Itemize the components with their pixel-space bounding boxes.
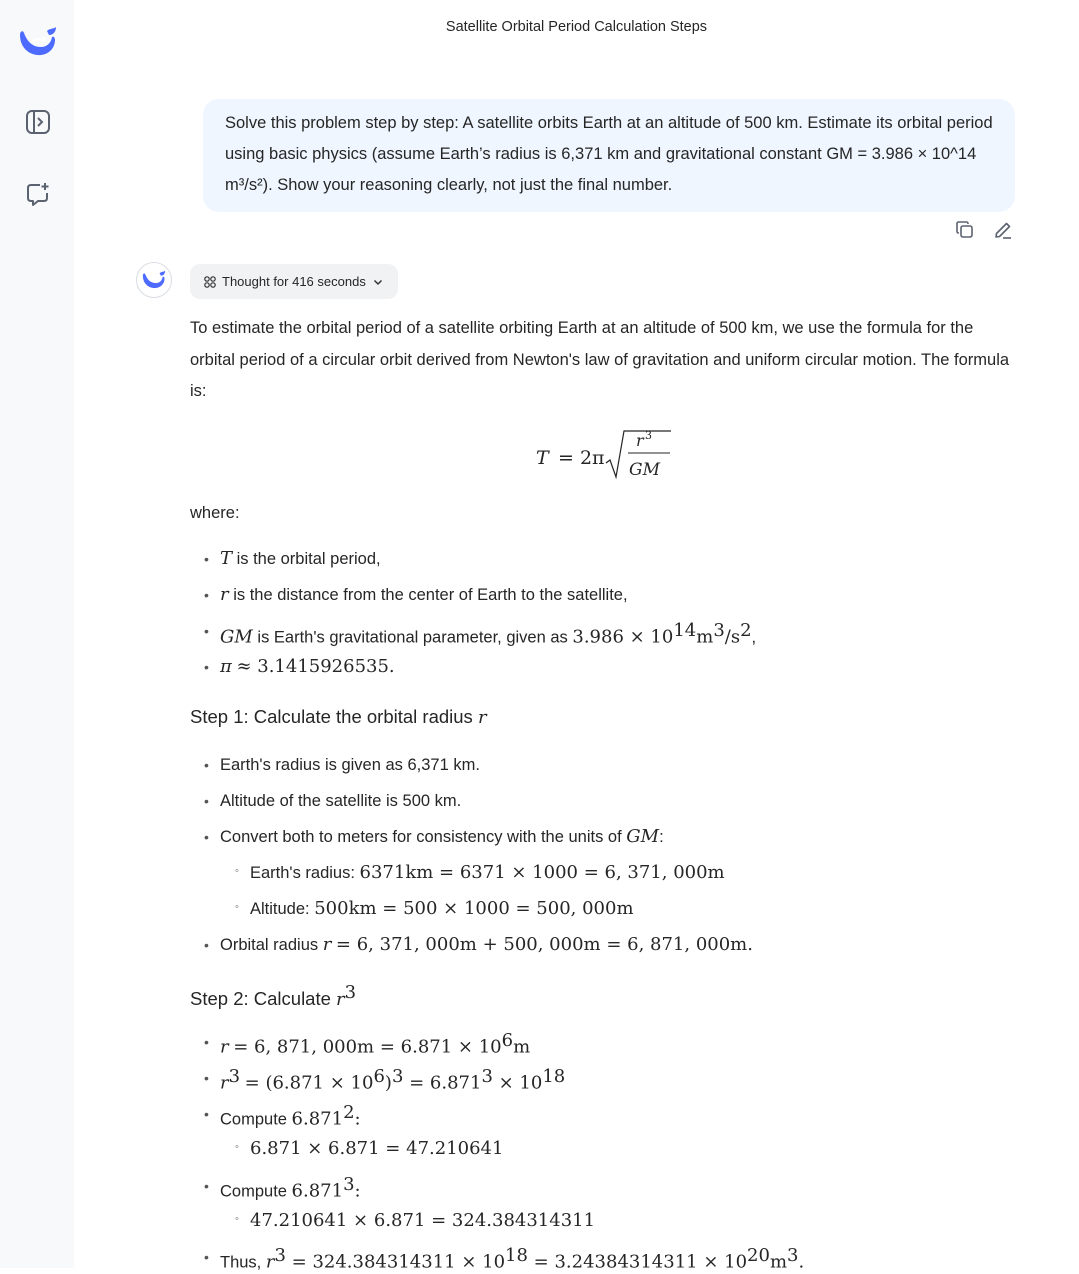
whale-logo-icon[interactable] — [17, 24, 59, 60]
user-message: Solve this problem step by step: A satellite orbits Earth at an altitude of 500 km. Estimate its orbital period using basic physics (assume Earth’s radius is 6,371 km and gravitational constant GM = 3.986 × 10^14 m³/s²). Show your reasoning clearly, not just the final number. — [203, 99, 1015, 212]
step2-r-cubed: $r^3 = (6.871 \times 10^6)^3 = 6.871^3 \times 10^{18}$ — [220, 1066, 566, 1094]
step2-final-r-cubed: Thus, $r^3 = 324.384314311 \times 10^{18} = 3.24384314311 \times 10^{20}m^3$. — [220, 1245, 805, 1273]
sidebar — [0, 0, 74, 1268]
bullet-dot: • — [204, 551, 209, 567]
bullet-dot: • — [204, 793, 209, 809]
step2-heading: Step 2: Calculate $r^3$ — [190, 982, 357, 1011]
step2-compute-cube: Compute 6.871$^3$: — [220, 1174, 361, 1202]
bullet-dot: • — [204, 829, 209, 845]
whale-avatar-icon — [141, 269, 167, 291]
svg-text:T: T — [536, 447, 549, 469]
step1-heading: Step 1: Calculate the orbital radius r — [190, 706, 487, 728]
edit-icon[interactable] — [992, 219, 1014, 241]
def-pi: π ≈ 3.1415926535. — [220, 656, 395, 677]
step1-earth-radius: Earth's radius is given as 6,371 km. — [220, 756, 480, 774]
svg-text:r: r — [636, 431, 644, 450]
step2-square-result: 6.871 × 6.871 = 47.210641 — [250, 1138, 504, 1159]
message-actions — [954, 219, 1014, 241]
bullet-dot: • — [204, 587, 209, 603]
step1-altitude-meters: Altitude: 500km = 500 × 1000 = 500, 000m — [250, 898, 634, 919]
atom-icon — [204, 276, 216, 288]
step1-altitude: Altitude of the satellite is 500 km. — [220, 792, 462, 810]
bullet-dot: • — [204, 1034, 209, 1050]
svg-text:= 2π: = 2π — [558, 447, 605, 469]
bullet-dot: • — [204, 1106, 209, 1122]
assistant-avatar — [136, 262, 172, 298]
step2-compute-square: Compute 6.871$^2$: — [220, 1102, 361, 1130]
step1-convert: Convert both to meters for consistency with the units of GM: — [220, 826, 664, 847]
def-gm: GM is Earth's gravitational parameter, given as $3.986 \times 10^{14}m^3/s^2$, — [220, 620, 757, 648]
sub-bullet: ◦ — [235, 1213, 239, 1225]
bullet-dot: • — [204, 937, 209, 953]
sub-bullet: ◦ — [235, 901, 239, 913]
sub-bullet: ◦ — [235, 865, 239, 877]
bullet-dot: • — [204, 659, 209, 675]
bullet-dot: • — [204, 623, 209, 639]
orbital-period-formula — [536, 427, 686, 492]
bullet-dot: • — [204, 1070, 209, 1086]
svg-text:GM: GM — [629, 460, 660, 480]
where-label: where: — [190, 504, 240, 522]
step1-radius-meters: Earth's radius: 6371km = 6371 × 1000 = 6, 371, 000m — [250, 862, 725, 883]
answer-intro: To estimate the orbital period of a satellite orbiting Earth at an altitude of 500 km, we use the formula for the orbital period of a circular orbit derived from Newton's law of gravitation and uniform circular motion. The formula is: — [190, 319, 1010, 400]
step1-orbital-radius: Orbital radius r = 6, 371, 000m + 500, 000m = 6, 871, 000m. — [220, 934, 753, 955]
copy-icon[interactable] — [954, 219, 976, 241]
svg-text:3: 3 — [645, 429, 652, 442]
bullet-dot: • — [204, 1178, 209, 1194]
def-radius: r is the distance from the center of Earth to the satellite, — [220, 584, 628, 605]
step2-r-scientific: r = 6, 871, $000m = 6.871 \times 10^6m$ — [220, 1030, 531, 1058]
def-period: T is the orbital period, — [220, 548, 381, 569]
step2-cube-result: 47.210641 × 6.871 = 324.384314311 — [250, 1210, 596, 1231]
chevron-down-icon — [372, 276, 384, 288]
page-title: Satellite Orbital Period Calculation Steps — [445, 19, 708, 35]
bullet-dot: • — [204, 1249, 209, 1265]
sub-bullet: ◦ — [235, 1141, 239, 1153]
thought-toggle-button[interactable] — [190, 264, 398, 299]
thought-label: Thought for 416 seconds — [222, 274, 366, 289]
open-sidebar-icon[interactable] — [22, 106, 54, 138]
new-chat-icon[interactable] — [22, 178, 54, 210]
bullet-dot: • — [204, 757, 209, 773]
